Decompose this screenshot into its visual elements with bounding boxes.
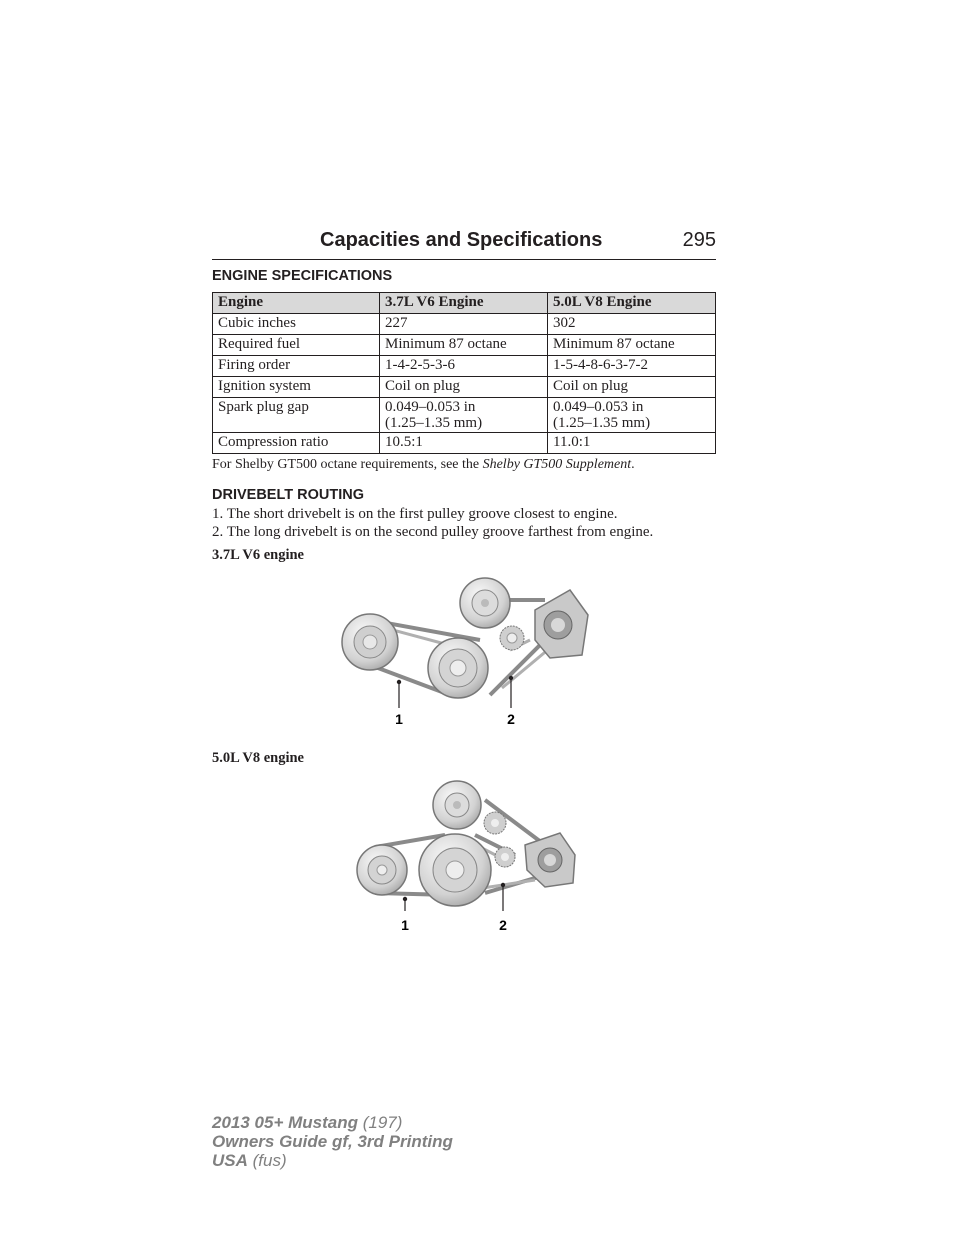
table-cell: 227 bbox=[380, 314, 548, 335]
table-cell: 11.0:1 bbox=[548, 433, 716, 454]
footer-model-code: (197) bbox=[358, 1113, 403, 1132]
footer-guide: Owners Guide gf, 3rd Printing bbox=[212, 1132, 453, 1151]
table-cell: Compression ratio bbox=[213, 433, 380, 454]
column-header: 5.0L V8 Engine bbox=[548, 293, 716, 314]
page-number: 295 bbox=[682, 229, 716, 251]
footer-market-code: (fus) bbox=[247, 1151, 287, 1170]
table-row bbox=[213, 377, 716, 398]
footer-line-1 bbox=[212, 1113, 453, 1132]
table-cell: Firing order bbox=[213, 356, 380, 377]
figure-label-v6: 3.7L V6 engine bbox=[212, 547, 304, 563]
engine-spec-table bbox=[212, 292, 716, 454]
shelby-note bbox=[212, 457, 635, 473]
callout-2: 2 bbox=[507, 711, 515, 727]
table-row bbox=[213, 398, 716, 433]
table-cell: Minimum 87 octane bbox=[380, 335, 548, 356]
note-reference: Shelby GT500 Supplement bbox=[482, 457, 632, 472]
table-cell: 302 bbox=[548, 314, 716, 335]
page-title: Capacities and Specifications bbox=[320, 229, 603, 251]
note-text: For Shelby GT500 octane requirements, see the bbox=[212, 457, 483, 472]
gap-metric: (1.25–1.35 mm) bbox=[553, 415, 651, 431]
note-suffix: . bbox=[631, 457, 635, 472]
callout-1: 1 bbox=[395, 711, 403, 727]
footer-line-2 bbox=[212, 1132, 453, 1151]
gap-metric: (1.25–1.35 mm) bbox=[385, 415, 483, 431]
table-cell: Spark plug gap bbox=[213, 398, 380, 433]
table-row bbox=[213, 356, 716, 377]
footer-line-3 bbox=[212, 1151, 453, 1170]
gap-inches: 0.049–0.053 in bbox=[553, 399, 644, 415]
column-header: Engine bbox=[213, 293, 380, 314]
table-row bbox=[213, 314, 716, 335]
table-cell: Coil on plug bbox=[548, 377, 716, 398]
callout-2: 2 bbox=[499, 917, 507, 933]
column-header: 3.7L V6 Engine bbox=[380, 293, 548, 314]
table-cell: 10.5:1 bbox=[380, 433, 548, 454]
table-cell: 1-4-2-5-3-6 bbox=[380, 356, 548, 377]
gap-inches: 0.049–0.053 in bbox=[385, 399, 476, 415]
table-cell bbox=[548, 398, 716, 433]
drivebelt-step-2: 2. The long drivebelt is on the second pulley groove farthest from engine. bbox=[212, 524, 654, 540]
table-cell: 1-5-4-8-6-3-7-2 bbox=[548, 356, 716, 377]
table-cell: Cubic inches bbox=[213, 314, 380, 335]
drivebelt-step-1: 1. The short drivebelt is on the first pulley groove closest to engine. bbox=[212, 506, 618, 522]
table-row bbox=[213, 335, 716, 356]
figure-label-v8: 5.0L V8 engine bbox=[212, 750, 304, 766]
footer-market: USA bbox=[212, 1151, 248, 1170]
table-cell: Ignition system bbox=[213, 377, 380, 398]
callout-1: 1 bbox=[401, 917, 409, 933]
page-header bbox=[212, 229, 716, 260]
table-cell: Coil on plug bbox=[380, 377, 548, 398]
footer-model: 2013 05+ Mustang bbox=[212, 1113, 358, 1132]
engine-specifications-heading: ENGINE SPECIFICATIONS bbox=[212, 268, 393, 284]
page-footer bbox=[212, 1113, 453, 1170]
v8-drivebelt-diagram bbox=[345, 775, 585, 937]
table-header-row bbox=[213, 293, 716, 314]
table-cell bbox=[380, 398, 548, 433]
drivebelt-routing-heading: DRIVEBELT ROUTING bbox=[212, 487, 364, 503]
table-cell: Minimum 87 octane bbox=[548, 335, 716, 356]
table-cell: Required fuel bbox=[213, 335, 380, 356]
table-row bbox=[213, 433, 716, 454]
v6-drivebelt-diagram bbox=[330, 570, 600, 730]
